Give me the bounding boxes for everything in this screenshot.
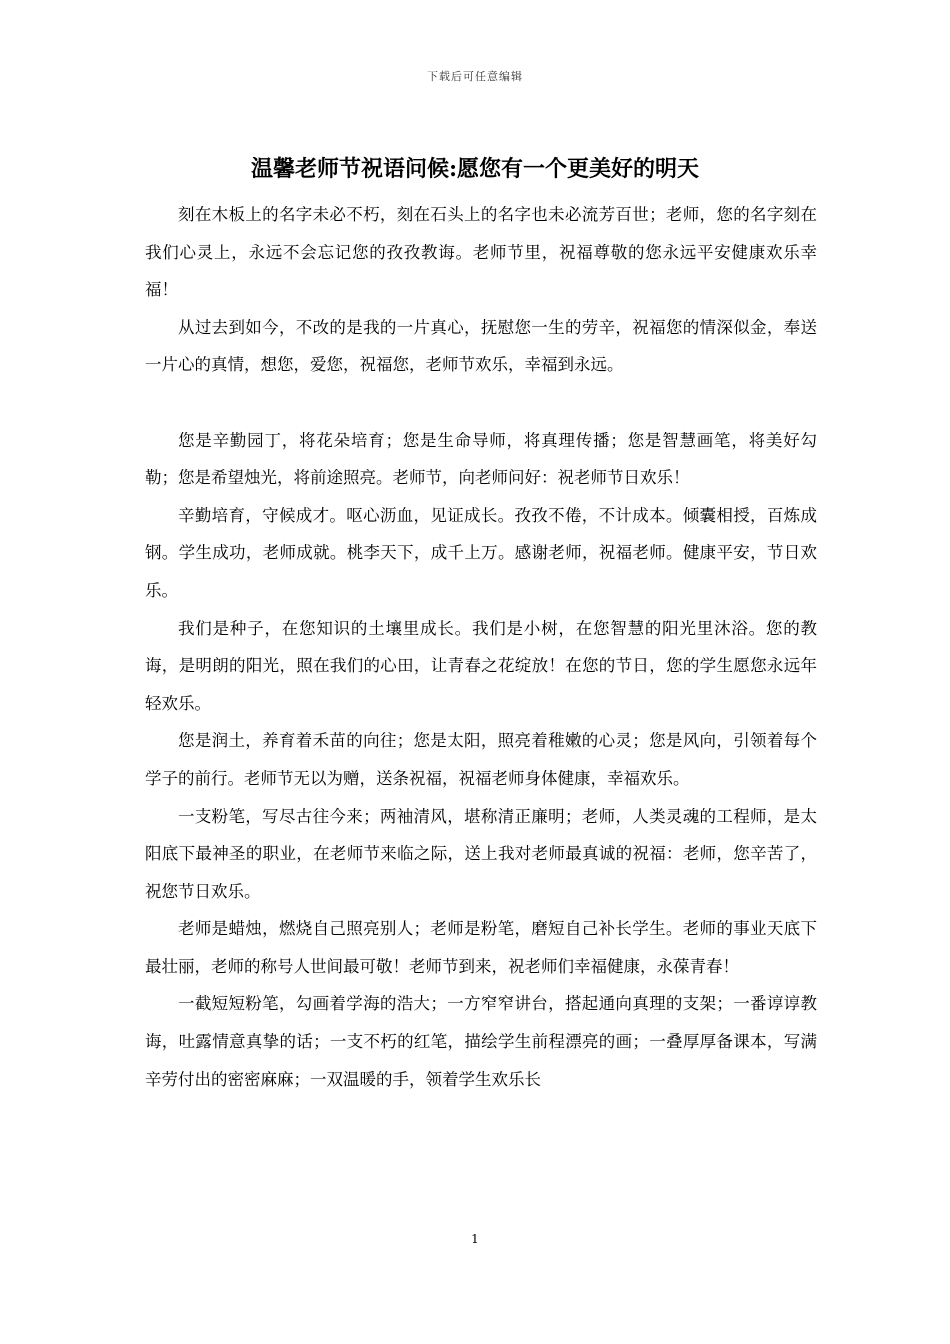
paragraph-3: 您是辛勤园丁，将花朵培育；您是生命导师，将真理传播；您是智慧画笔，将美好勾勒；您是希望烛光，将前途照亮。老师节，向老师问好：祝老师节日欢乐！ <box>145 430 817 488</box>
paragraph-8: 老师是蜡烛，燃烧自己照亮别人；老师是粉笔，磨短自己补长学生。老师的事业天底下最壮丽，老师的称号人世间最可敬！老师节到来，祝老师们幸福健康，永葆青春！ <box>145 919 817 976</box>
document-title: 温馨老师节祝语问候:愿您有一个更美好的明天 <box>250 156 700 182</box>
paragraph-5: 我们是种子，在您知识的土壤里成长。我们是小树，在您智慧的阳光里沐浴。您的教诲，是明朗的阳光，照在我们的心田，让青春之花绽放！在您的节日，您的学生愿您永远年轻欢乐。 <box>145 618 817 713</box>
paragraph-spacer <box>145 384 817 422</box>
paragraph-4: 辛勤培育，守候成才。呕心沥血，见证成长。孜孜不倦，不计成本。倾囊相授，百炼成钢。学生成功，老师成就。桃李天下，成千上万。感谢老师，祝福老师。健康平安，节日欢乐。 <box>145 505 817 600</box>
page-number: 1 <box>471 1232 479 1246</box>
paragraph-2: 从过去到如今，不改的是我的一片真心，抚慰您一生的劳辛，祝福您的情深似金，奉送一片心的真情，想您，爱您，祝福您，老师节欢乐，幸福到永远。 <box>145 317 817 375</box>
paragraph-7: 一支粉笔，写尽古往今来；两袖清风，堪称清正廉明；老师，人类灵魂的工程师，是太阳底下最神圣的职业，在老师节来临之际，送上我对老师最真诚的祝福：老师，您辛苦了，祝您节日欢乐。 <box>145 806 817 901</box>
document-body <box>145 196 817 1098</box>
page-header-note: 下载后可任意编辑 <box>427 70 523 83</box>
paragraph-9: 一截短短粉笔，勾画着学海的浩大；一方窄窄讲台，搭起通向真理的支架；一番谆谆教诲，吐露情意真挚的话；一支不朽的红笔，描绘学生前程漂亮的画；一叠厚厚备课本，写满辛劳付出的密密麻麻；一双温暖的手，领着学生欢乐长 <box>145 994 817 1089</box>
paragraph-1: 刻在木板上的名字未必不朽，刻在石头上的名字也未必流芳百世；老师，您的名字刻在我们心灵上，永远不会忘记您的孜孜教诲。老师节里，祝福尊敬的您永远平安健康欢乐幸福！ <box>145 205 817 300</box>
paragraph-6: 您是润土，养育着禾苗的向往；您是太阳，照亮着稚嫩的心灵；您是风向，引领着每个学子的前行。老师节无以为赠，送条祝福，祝福老师身体健康，幸福欢乐。 <box>145 731 817 788</box>
